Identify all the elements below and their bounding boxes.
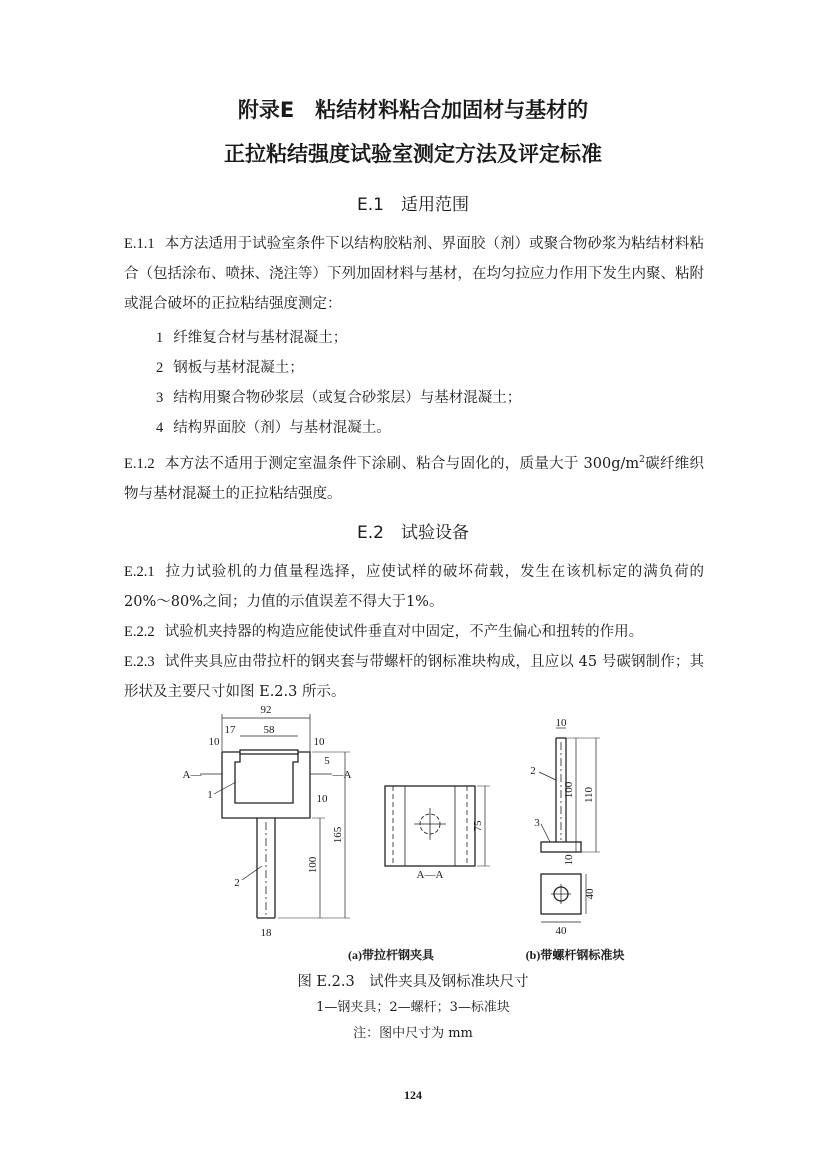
dim-10-v: 10 [316, 793, 328, 805]
dim-17: 17 [224, 724, 236, 736]
clause-e2-3 [124, 647, 704, 707]
callout-b3: 3 [534, 817, 540, 829]
clause-e1-1 [124, 229, 704, 319]
superscript: 2 [639, 455, 645, 465]
clause-text: 本方法适用于试验室条件下以结构胶粘剂、界面胶（剂）或聚合物砂浆为粘结材料粘合（包括涂布、喷抹、浇注等）下列加固材料与基材，在均匀拉应力作用下发生内聚、粘附或混合破坏的正拉粘结强度测定： [124, 236, 704, 312]
item-number: 1 [156, 330, 164, 346]
dim-b-100: 100 [563, 781, 575, 799]
figure-caption: 图 E.2.3 试件夹具及钢标准块尺寸 [297, 974, 529, 990]
title-line-2: 正拉粘结强度试验室测定方法及评定标准 [224, 142, 602, 166]
dim-75: 75 [472, 820, 484, 832]
clause-number: E.2.3 [124, 654, 155, 670]
item-number: 4 [156, 420, 164, 436]
clamp-drawing [200, 714, 350, 918]
section-view-label: A—A [416, 869, 444, 881]
clause-number: E.2.2 [124, 624, 155, 640]
clause-e1-2 [124, 445, 704, 509]
dim-10-left: 10 [208, 736, 220, 748]
clause-number: E.1.1 [124, 236, 155, 252]
page-number: 124 [404, 1088, 422, 1102]
item-text: 结构界面胶（剂）与基材混凝土。 [173, 420, 391, 436]
list-item [156, 383, 521, 413]
list-item [156, 413, 391, 443]
list-item [156, 353, 304, 383]
clause-text: 碳纤维织物与基材混凝土的正拉粘结强度。 [124, 455, 705, 502]
callout-1: 1 [207, 789, 213, 801]
clause-text: 本方法不适用于测定室温条件下涂刷、粘合与固化的，质量大于 300g/m [164, 455, 640, 472]
dim-100: 100 [307, 856, 319, 874]
dim-18: 18 [260, 927, 272, 939]
dim-10-right: 10 [313, 736, 325, 748]
item-text: 结构用聚合物砂浆层（或复合砂浆层）与基材混凝土； [173, 390, 522, 406]
dim-b-10-v: 10 [563, 854, 575, 866]
clause-number: E.2.1 [124, 564, 155, 580]
clause-text: 拉力试验机的力值量程选择，应使试样的破坏荷载，发生在该机标定的满负荷的20%～80%之间；力值的示值误差不得大于1%。 [124, 564, 704, 610]
dim-b-40-v: 40 [584, 888, 596, 900]
subfigure-a-label: (a)带拉杆钢夹具 [348, 948, 434, 962]
clause-text: 试验机夹持器的构造应能使试件垂直对中固定，不产生偏心和扭转的作用。 [164, 624, 644, 640]
section-heading-e2: E.2 试验设备 [357, 523, 469, 543]
dim-58: 58 [263, 724, 275, 736]
figure-legend: 1—钢夹具；2—螺杆；3—标准块 [316, 1000, 510, 1015]
item-number: 3 [156, 390, 164, 406]
dim-165: 165 [332, 826, 344, 844]
section-label-left: A— [182, 769, 202, 781]
dim-b-10: 10 [555, 717, 567, 729]
subfigure-b-label: (b)带螺杆钢标准块 [525, 948, 625, 962]
dim-92: 92 [260, 704, 272, 716]
figure-note: 注：图中尺寸为 mm [353, 1026, 473, 1041]
section-heading-e1: E.1 适用范围 [357, 195, 469, 215]
title-line-1: 附录E 粘结材料粘合加固材与基材的 [237, 98, 589, 122]
section-label-right: —A [332, 769, 352, 781]
clause-number: E.1.2 [124, 455, 155, 472]
clause-text: 试件夹具应由带拉杆的钢夹套与带螺杆的钢标准块构成，且应以 45 号碳钢制作；其形状及主要尺寸如图 E.2.3 所示。 [124, 654, 704, 700]
item-number: 2 [156, 360, 164, 376]
item-text: 纤维复合材与基材混凝土； [173, 330, 348, 346]
callout-b2: 2 [530, 765, 536, 777]
dim-b-40-h: 40 [555, 925, 567, 937]
figure-e-2-3 [0, 700, 826, 970]
clause-e2-2 [124, 617, 704, 647]
clause-e2-1 [124, 557, 704, 617]
callout-2: 2 [234, 877, 240, 889]
dim-b-110: 110 [583, 786, 595, 804]
list-item [156, 323, 347, 353]
item-text: 钢板与基材混凝土； [173, 360, 304, 376]
dim-5: 5 [324, 755, 330, 767]
